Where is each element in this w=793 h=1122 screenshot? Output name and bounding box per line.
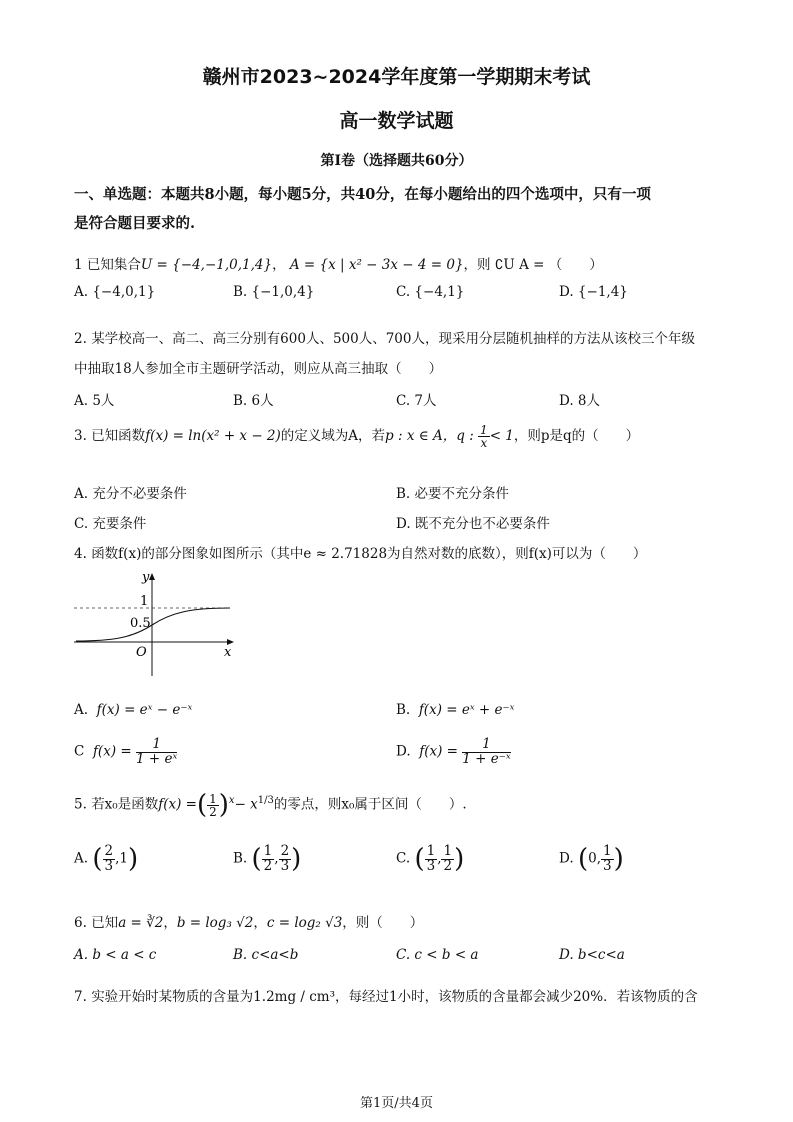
option-3c: C. 充要条件 — [74, 516, 147, 532]
question-4-stem: 4. 函数f(x)的部分图象如图所示（其中e ≈ 2.71828为自然对数的底数），则f(x)可以为（ ） — [74, 546, 647, 562]
option-4a: A. f(x) = eˣ − e⁻ˣ — [74, 702, 193, 718]
origin-label: O — [136, 645, 147, 660]
x-axis-label: x — [224, 645, 232, 660]
option-5a: A. ( $\frac{2}{3}$ ,1) — [74, 843, 139, 874]
question-6-stem: 6. 已知a = ∛2，b = log₃ √2，c = log₂ √3，则（ ） — [74, 915, 424, 931]
function-graph — [72, 568, 242, 678]
option-5c: C. ( $\frac{1}{3}$ , $\frac{1}{2}$ ) — [396, 843, 465, 874]
option-6a: A. b < a < c — [74, 947, 157, 963]
option-4d: D. f(x) = $\frac{1}{\text{1 + e⁻ˣ}}$ — [396, 736, 511, 767]
question-5-stem: 5. 若x₀是函数f(x) =( $\frac{1}{2}$ )$^x- x^{1/3}$的零点，则x₀属于区间（ ）. — [74, 790, 467, 820]
option-3d: D. 既不充分也不必要条件 — [396, 516, 550, 532]
option-1b: B. {−1,0,4} — [233, 284, 315, 300]
option-3b: B. 必要不充分条件 — [396, 486, 510, 502]
page-footer: 第1页/共4页 — [360, 1096, 433, 1111]
question-3-stem: 3. 已知函数f(x) = ln(x² + x − 2)的定义域为A，若p : x ∈ A，q : $\frac{1}{x}$ < 1，则p是q的（ ） — [74, 423, 640, 450]
y-axis-label: y — [142, 570, 150, 585]
option-6d: D. b<c<a — [559, 947, 625, 963]
option-4b: B. f(x) = eˣ + e⁻ˣ — [396, 702, 515, 718]
option-2c: C. 7人 — [396, 393, 437, 409]
option-6c: C. c < b < a — [396, 947, 479, 963]
option-1c: C. {−4,1} — [396, 284, 465, 300]
section-heading-line2: 是符合题目要求的. — [74, 215, 196, 232]
option-4c: C f(x) = $\frac{1}{\text{1 + eˣ}}$ — [74, 736, 178, 767]
question-2-stem-line1: 2. 某学校高一、高二、高三分别有600人、500人、700人，现采用分层随机抽样的方法从该校三个年级 — [74, 331, 695, 347]
exam-subtitle: 高一数学试题 — [339, 110, 454, 132]
question-number: 1 — [74, 257, 83, 273]
sigmoid-curve — [76, 608, 230, 641]
question-2-stem-line2: 中抽取18人参加全市主题研学活动，则应从高三抽取（ ） — [74, 361, 443, 377]
exam-title: 赣州市2023~2024学年度第一学期期末考试 — [202, 66, 591, 88]
set-a: A = {x | x² − 3x − 4 = 0} — [289, 257, 464, 273]
option-6b: B. c<a<b — [233, 947, 299, 963]
tick-label-0.5: 0.5 — [130, 616, 151, 631]
set-u: U = {−4,−1,0,1,4} — [140, 257, 273, 273]
question-7-stem: 7. 实验开始时某物质的含量为1.2mg / cm³，每经过1小时，该物质的含量都会减少20%．若该物质的含 — [74, 989, 698, 1005]
option-2a: A. 5人 — [74, 393, 115, 409]
section-heading-line1: 一、单选题：本题共8小题，每小题5分，共40分，在每小题给出的四个选项中，只有一项 — [74, 186, 651, 203]
question-1-stem: 1 已知集合U = {−4,−1,0,1,4}， A = {x | x² − 3x − 4 = 0}，则 ∁U A = （ ） — [74, 257, 603, 273]
option-1a: A. {−4,0,1} — [74, 284, 156, 300]
y-axis-arrow — [149, 573, 155, 580]
option-3a: A. 充分不必要条件 — [74, 486, 187, 502]
option-2d: D. 8人 — [559, 393, 601, 409]
part-heading: 第Ⅰ卷（选择题共60分） — [320, 153, 473, 169]
option-5d: D. (0, $\frac{1}{3}$ ) — [559, 843, 624, 874]
option-5b: B. ( $\frac{1}{2}$ , $\frac{2}{3}$ ) — [233, 843, 302, 874]
option-1d: D. {−1,4} — [559, 284, 628, 300]
option-2b: B. 6人 — [233, 393, 274, 409]
tick-label-1: 1 — [140, 594, 149, 609]
function-f: f(x) = ln(x² + x − 2) — [145, 428, 281, 444]
